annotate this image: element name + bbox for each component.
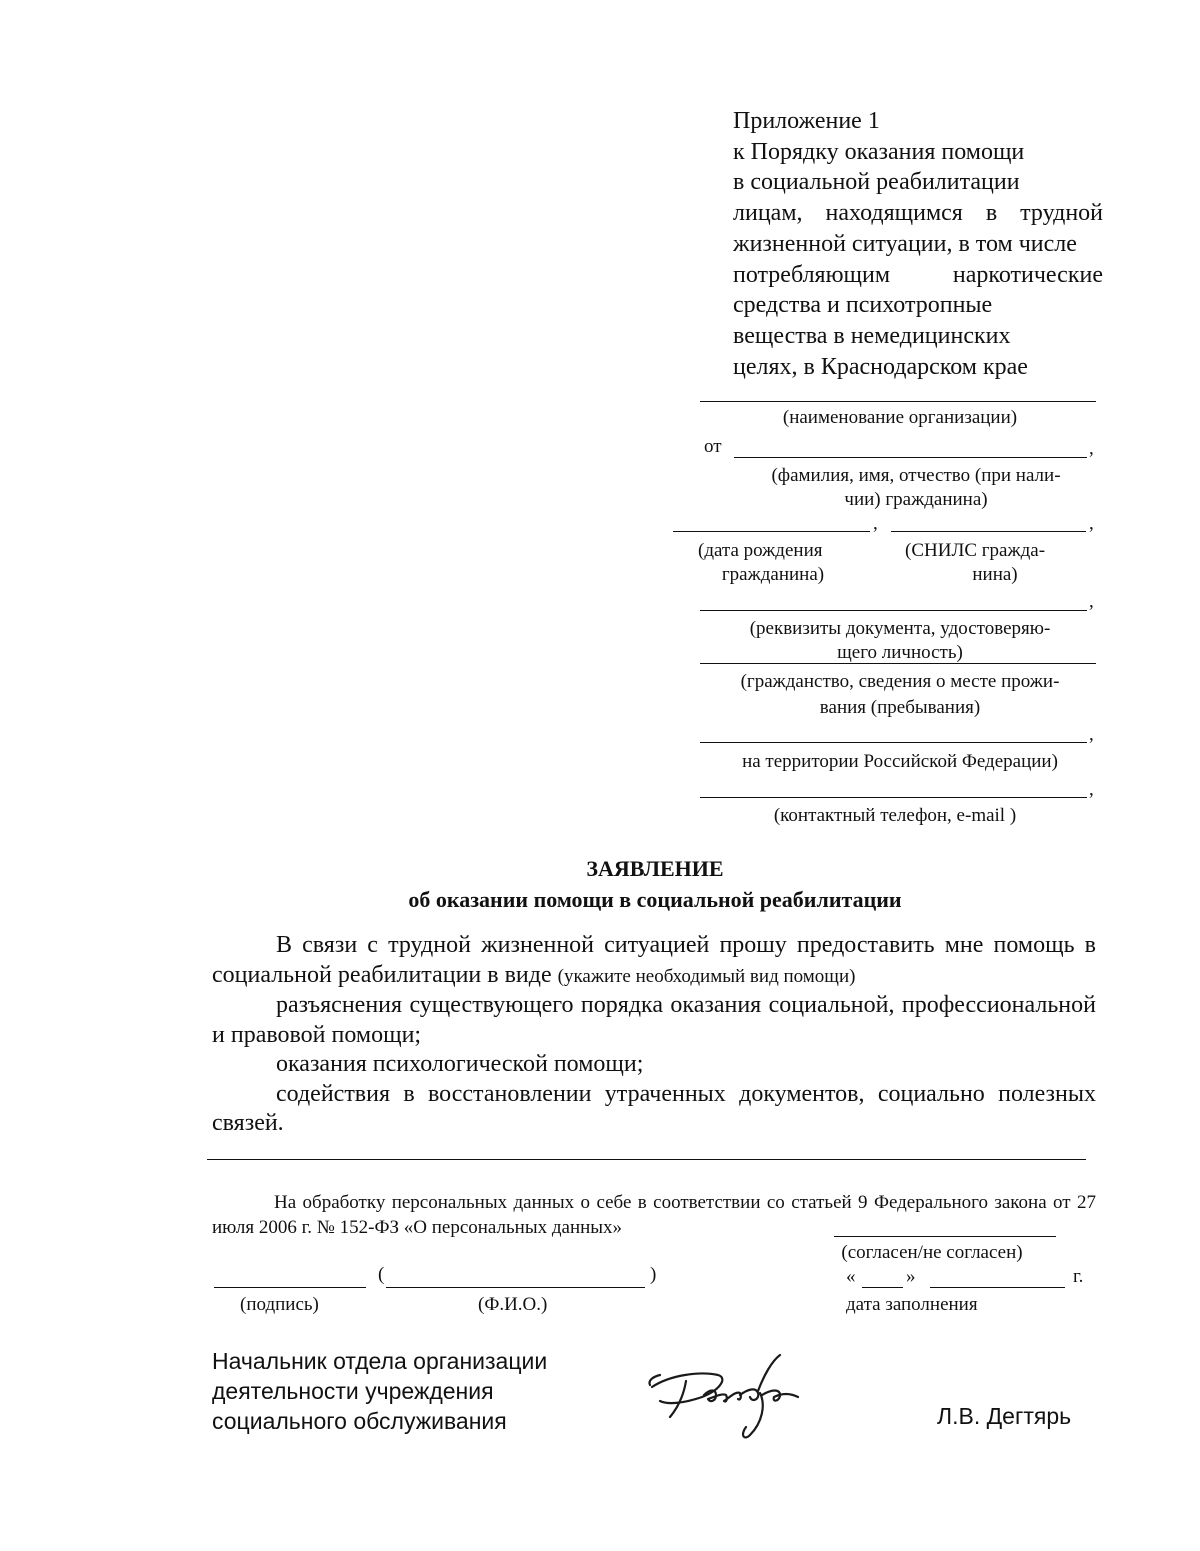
signer-position-line: деятельности учреждения xyxy=(212,1378,494,1404)
comma: , xyxy=(1089,438,1094,459)
fio-caption: (фамилия, имя, отчество (при нали- xyxy=(771,465,1061,486)
signature-caption: (подпись) xyxy=(240,1294,319,1315)
consent-caption: (согласен/не согласен) xyxy=(841,1242,1023,1263)
contact-field-line[interactable] xyxy=(700,797,1087,798)
intro-paragraph xyxy=(212,931,1096,991)
appendix-line: средства и психотропные xyxy=(733,292,993,319)
fio-caption: чии) гражданина) xyxy=(844,489,988,510)
citizenship-field-line[interactable] xyxy=(700,663,1096,664)
snils-caption: (СНИЛС гражда- xyxy=(905,540,1046,561)
additional-help-field-line[interactable] xyxy=(207,1159,1086,1160)
snils-field-line[interactable] xyxy=(891,531,1086,532)
help-option-item: разъяснения существующего порядка оказания социальной, профессиональной и правовой помощи; xyxy=(212,992,1096,1048)
organization-caption: (наименование организации) xyxy=(782,407,1018,428)
comma: , xyxy=(1089,724,1094,745)
appendix-line: потребляющим наркотические xyxy=(733,261,1103,288)
contact-caption: (контактный телефон, e-mail ) xyxy=(773,805,1017,826)
citizenship-caption: (гражданство, сведения о месте прожи- xyxy=(740,671,1060,692)
territory-caption: на территории Российской Федерации) xyxy=(742,751,1058,772)
fio-signature-field-line[interactable] xyxy=(386,1287,645,1288)
appendix-line: лицам, находящимся в трудной xyxy=(733,200,1103,227)
consent-paragraph xyxy=(212,1190,1096,1240)
quote-open: « xyxy=(846,1266,856,1287)
signer-position xyxy=(212,1346,547,1436)
signature-field-line[interactable] xyxy=(214,1287,366,1288)
identity-document-field-line[interactable] xyxy=(700,610,1087,611)
comma: , xyxy=(873,513,878,534)
statement-body xyxy=(212,931,1096,1139)
paren-open: ( xyxy=(378,1264,385,1285)
appendix-line: в социальной реабилитации xyxy=(733,169,1020,196)
day-field-line[interactable] xyxy=(862,1287,903,1288)
citizenship-caption: вания (пребывания) xyxy=(819,697,981,718)
fio-signature-caption: (Ф.И.О.) xyxy=(478,1294,548,1315)
handwritten-signature xyxy=(640,1345,820,1445)
year-suffix: г. xyxy=(1073,1266,1084,1287)
consent-text: На обработку персональных данных о себе в соответствии со статьей 9 Федерального закона от 27 июля 2006 г. № 152-ФЗ «О персональных данных» xyxy=(212,1192,1096,1238)
intro-text: В связи с трудной жизненной ситуацией прошу предоставить мне помощь в социальной реабилитации в виде xyxy=(212,932,1096,988)
help-option-item: оказания психологической помощи; xyxy=(276,1051,644,1077)
appendix-header xyxy=(733,106,1103,382)
appendix-line: вещества в немедицинских xyxy=(733,322,1011,349)
identity-document-caption: (реквизиты документа, удостоверяю- xyxy=(749,618,1051,639)
identity-document-caption: щего личность) xyxy=(837,642,963,663)
comma: , xyxy=(1089,513,1094,534)
statement-title: ЗАЯВЛЕНИЕ xyxy=(586,856,724,881)
comma: , xyxy=(1089,779,1094,800)
intro-hint: (укажите необходимый вид помощи) xyxy=(557,965,856,987)
statement-subtitle: об оказании помощи в социальной реабилитации xyxy=(408,887,902,912)
birth-date-caption: (дата рождения xyxy=(698,540,823,561)
fio-field-line[interactable] xyxy=(734,457,1087,458)
consent-field-line[interactable] xyxy=(834,1236,1056,1237)
signer-position-line: Начальник отдела организации xyxy=(212,1348,548,1374)
birth-date-caption: гражданина) xyxy=(721,564,825,585)
paren-close: ) xyxy=(650,1264,657,1285)
signer-position-line: социального обслуживания xyxy=(212,1408,507,1434)
snils-caption: нина) xyxy=(972,564,1018,585)
organization-field-line[interactable] xyxy=(700,401,1096,402)
birth-date-field-line[interactable] xyxy=(673,531,870,532)
residence-field-line[interactable] xyxy=(700,742,1087,743)
appendix-line: Приложение 1 xyxy=(733,108,880,134)
appendix-line: целях, в Краснодарском крае xyxy=(733,353,1028,380)
appendix-line: к Порядку оказания помощи xyxy=(733,138,1025,165)
from-label: от xyxy=(704,436,722,457)
help-option-item: содействия в восстановлении утраченных документов, социально полезных связей. xyxy=(212,1080,1096,1136)
appendix-line: жизненной ситуации, в том числе xyxy=(733,230,1077,257)
date-caption: дата заполнения xyxy=(846,1294,978,1315)
quote-close: » xyxy=(906,1266,916,1287)
month-year-field-line[interactable] xyxy=(930,1287,1065,1288)
comma: , xyxy=(1089,591,1094,612)
signer-name: Л.В. Дегтярь xyxy=(937,1403,1072,1429)
